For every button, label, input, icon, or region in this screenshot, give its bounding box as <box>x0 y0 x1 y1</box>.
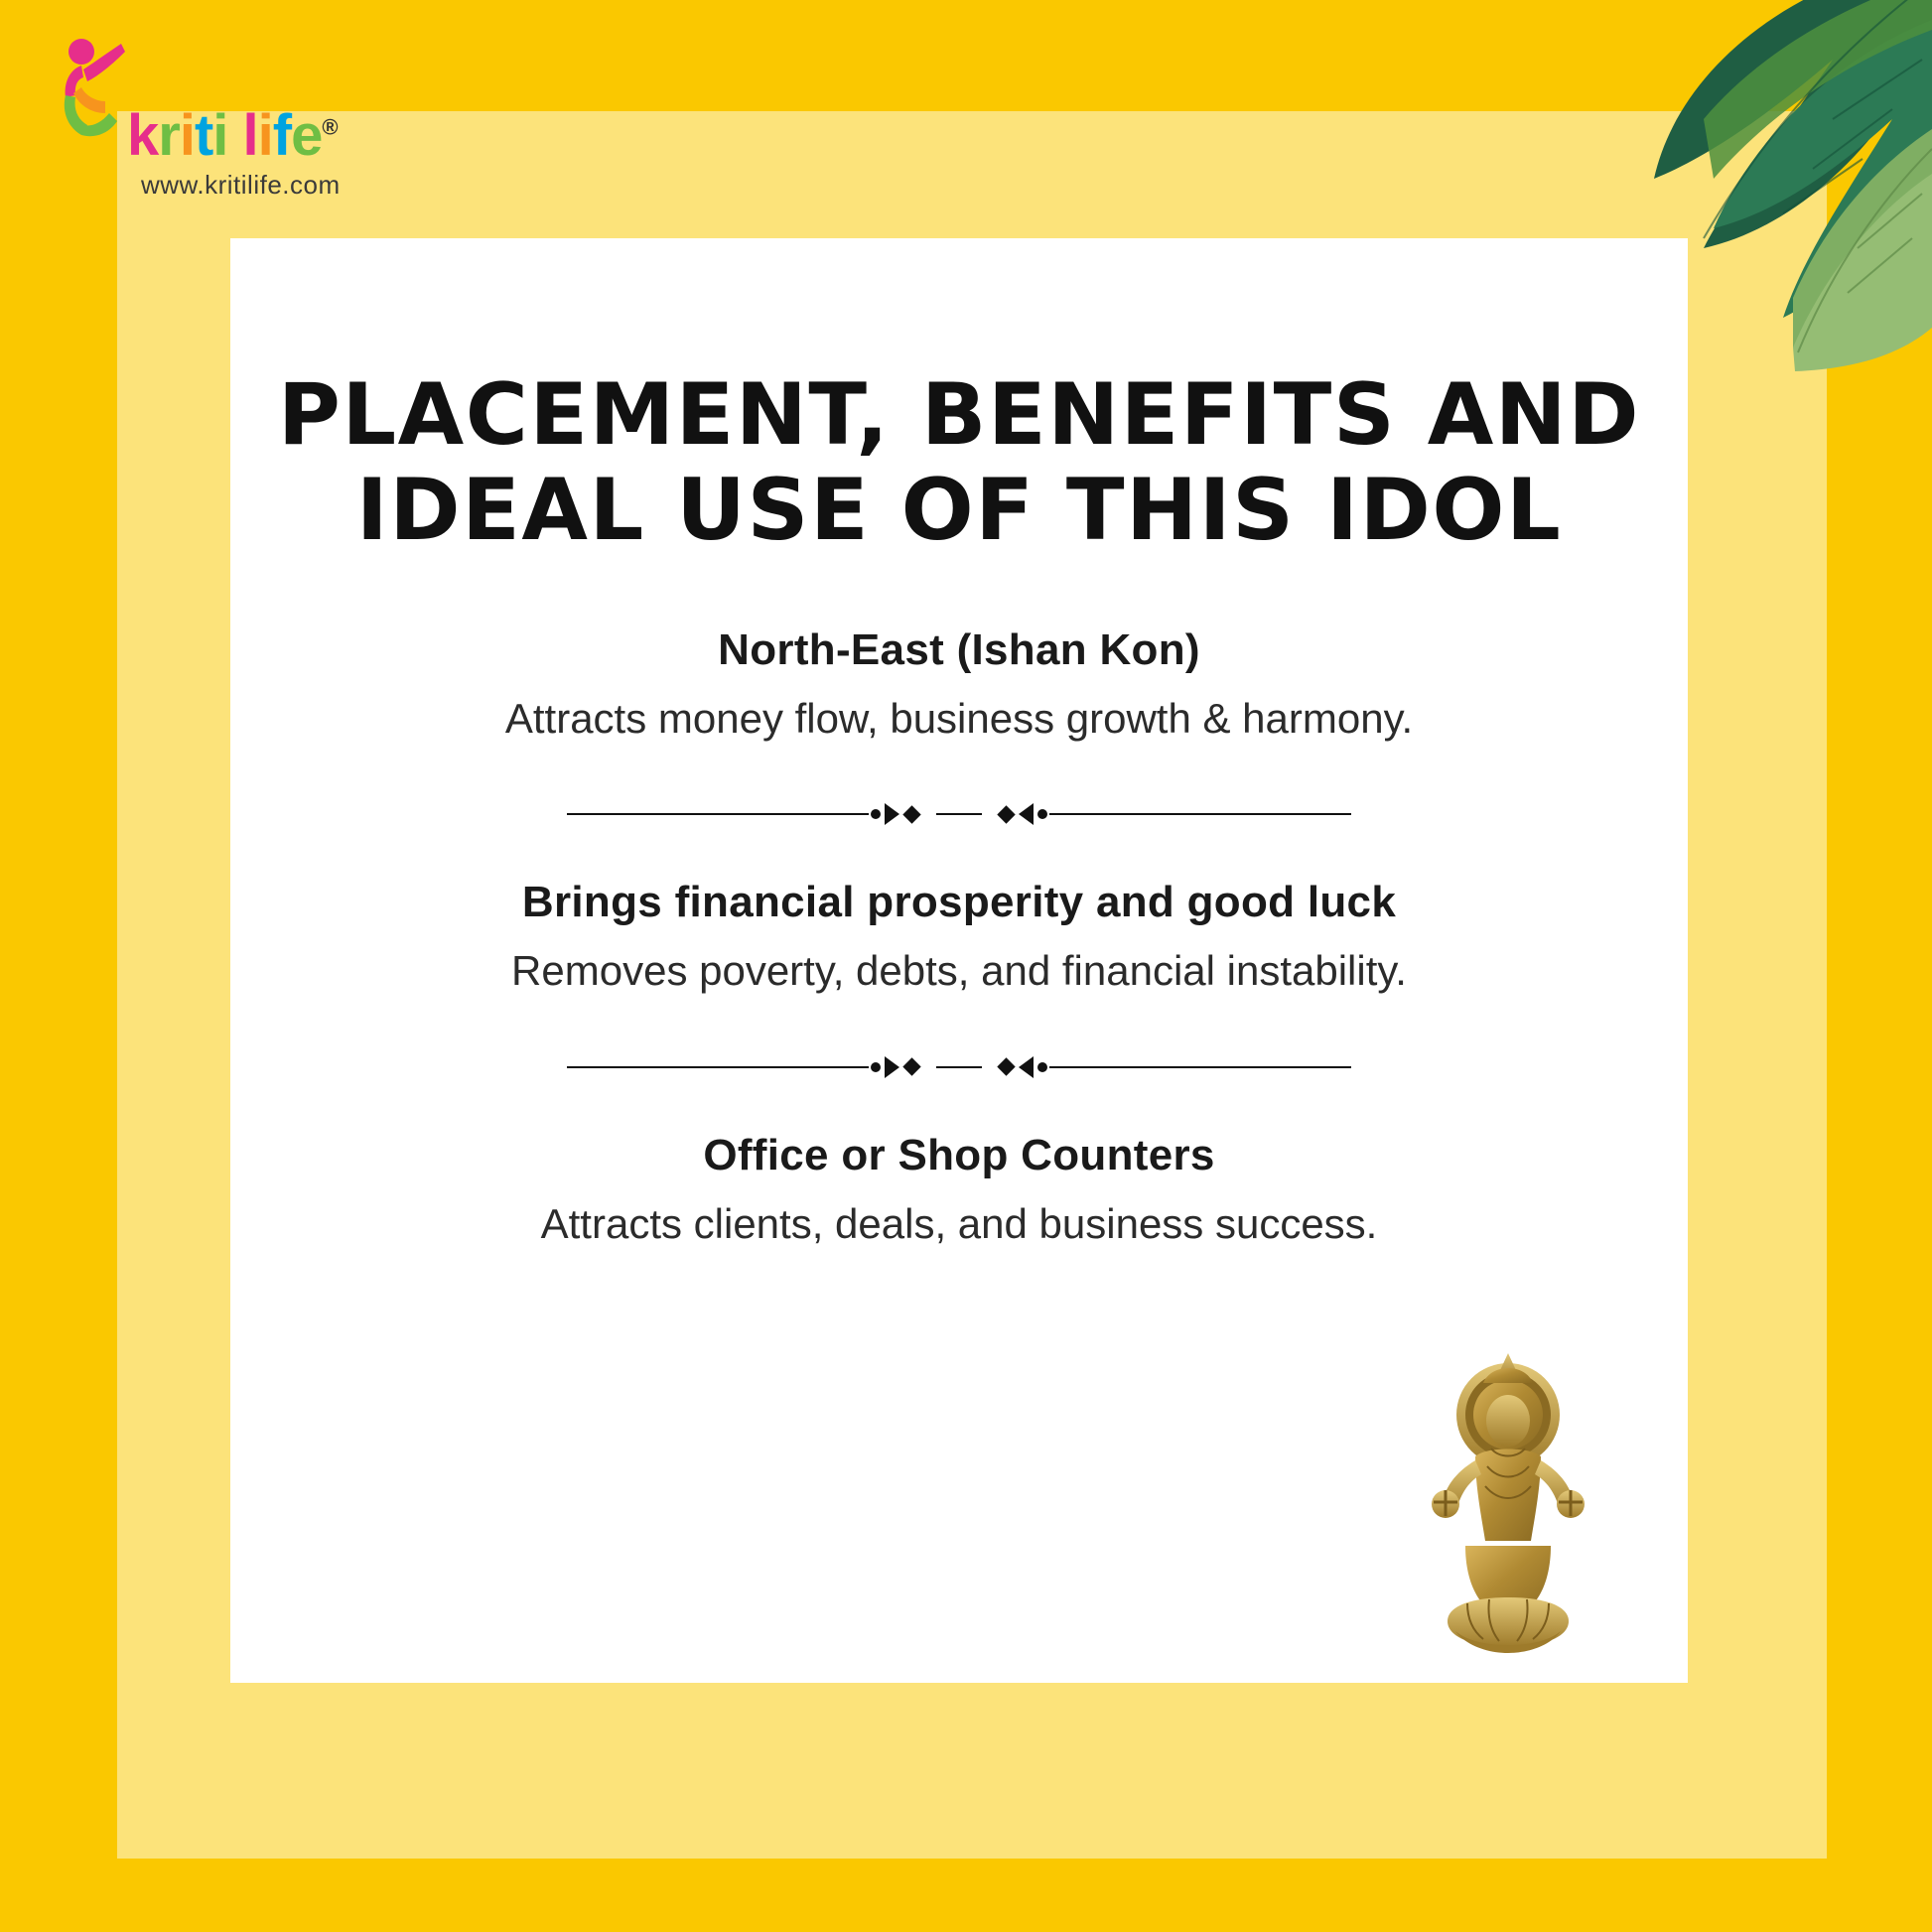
brand-url[interactable]: www.kritilife.com <box>141 170 341 200</box>
brand-logo[interactable] <box>46 28 341 200</box>
ornamental-divider-icon <box>567 1055 1351 1079</box>
list-item <box>320 1131 1598 1252</box>
list-item <box>320 625 1598 747</box>
headline-line-1: PLACEMENT, BENEFITS AND <box>277 365 1641 465</box>
section-title: Brings financial prosperity and good luck <box>521 878 1397 927</box>
registered-mark: ® <box>322 114 338 140</box>
section-description: Attracts money flow, business growth & harmony. <box>504 695 1414 742</box>
section-description: Attracts clients, deals, and business success. <box>540 1199 1378 1247</box>
section-title: North-East (Ishan Kon) <box>718 625 1200 674</box>
section-title: Office or Shop Counters <box>703 1130 1215 1179</box>
ornamental-divider-icon <box>567 802 1351 826</box>
section-description: Removes poverty, debts, and financial instability. <box>511 947 1407 995</box>
lakshmi-idol-icon <box>1404 1337 1612 1665</box>
list-item <box>320 878 1598 999</box>
content-card <box>230 238 1688 1683</box>
page-title <box>230 367 1688 559</box>
benefits-list <box>320 625 1598 1252</box>
logo-figure-icon <box>52 36 129 145</box>
headline-line-2: IDEAL USE OF THIS IDOL <box>355 461 1563 561</box>
brand-wordmark: kriti life® <box>127 103 338 168</box>
